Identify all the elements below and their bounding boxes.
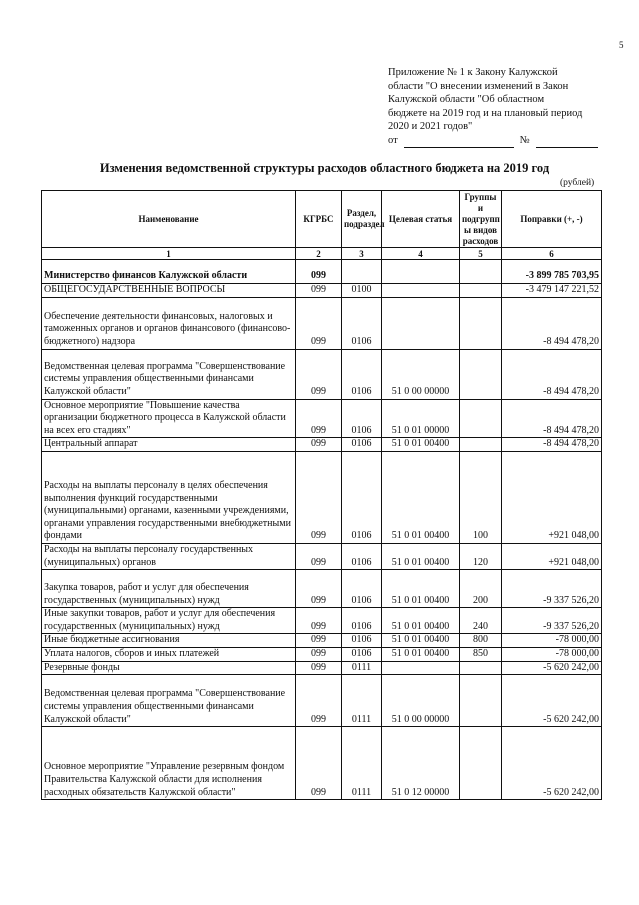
- cell-kgrbs: 099: [296, 727, 342, 800]
- appendix-line: области "О внесении изменений в Закон: [388, 80, 569, 92]
- table-row: [42, 297, 602, 349]
- cell-group: 240: [460, 608, 502, 634]
- cell-target: 51 0 01 00400: [382, 438, 460, 452]
- cell-amount: -8 494 478,20: [502, 399, 602, 438]
- table-row: [42, 399, 602, 438]
- appendix-note: [388, 66, 600, 148]
- cell-section: 0106: [342, 543, 382, 569]
- cell-section: [342, 260, 382, 284]
- cell-section: 0111: [342, 661, 382, 675]
- cell-group: [460, 260, 502, 284]
- table-row: [42, 284, 602, 298]
- cell-kgrbs: 099: [296, 543, 342, 569]
- cell-group: [460, 297, 502, 349]
- cell-group: [460, 399, 502, 438]
- cell-group: [460, 675, 502, 727]
- appendix-line: Приложение № 1 к Закону Калужской: [388, 67, 558, 78]
- cell-amount: +921 048,00: [502, 543, 602, 569]
- cell-name: Закупка товаров, работ и услуг для обеспечения государственных (муниципальных) нужд: [42, 570, 296, 608]
- cell-name: Уплата налогов, сборов и иных платежей: [42, 647, 296, 661]
- cell-group: [460, 284, 502, 298]
- table-row: [42, 260, 602, 284]
- date-blank: [404, 138, 514, 148]
- cell-section: 0111: [342, 727, 382, 800]
- cell-target: 51 0 01 00400: [382, 570, 460, 608]
- cell-section: 0106: [342, 399, 382, 438]
- cell-section: 0106: [342, 438, 382, 452]
- page-title: Изменения ведомственной структуры расходов областного бюджета на 2019 год: [99, 161, 550, 175]
- cell-name: Расходы на выплаты персоналу государственных (муниципальных) органов: [42, 543, 296, 569]
- appendix-line: Калужской области "Об областном: [388, 94, 545, 106]
- cell-group: 850: [460, 647, 502, 661]
- table-row: [42, 349, 602, 399]
- cell-name: Ведомственная целевая программа "Совершенствование системы управления общественными финансами Калужской области": [42, 675, 296, 727]
- cell-amount: -5 620 242,00: [502, 727, 602, 800]
- cell-group: [460, 438, 502, 452]
- cell-section: 0106: [342, 634, 382, 648]
- cell-group: 800: [460, 634, 502, 648]
- header-row: [42, 191, 602, 248]
- column-number: 5: [460, 248, 502, 260]
- table-row: [42, 438, 602, 452]
- cell-kgrbs: 099: [296, 260, 342, 284]
- table-row: [42, 543, 602, 569]
- cell-target: 51 0 01 00000: [382, 399, 460, 438]
- cell-kgrbs: 099: [296, 297, 342, 349]
- cell-kgrbs: 099: [296, 438, 342, 452]
- cell-section: 0111: [342, 675, 382, 727]
- header-section: Раздел, подраздел: [342, 191, 382, 248]
- from-label: от: [388, 134, 398, 146]
- header-target: Целевая статья: [382, 191, 460, 248]
- date-number-line: [388, 134, 600, 148]
- number-blank: [536, 138, 598, 148]
- header-amendments: Поправки (+, -): [502, 191, 602, 248]
- appendix-line: 2020 и 2021 годов": [388, 121, 473, 133]
- cell-target: [382, 260, 460, 284]
- cell-amount: -8 494 478,20: [502, 438, 602, 452]
- cell-kgrbs: 099: [296, 634, 342, 648]
- appendix-line: бюджете на 2019 год и на плановый период: [388, 107, 583, 119]
- table-row: [42, 608, 602, 634]
- cell-group: 100: [460, 451, 502, 543]
- cell-amount: -8 494 478,20: [502, 297, 602, 349]
- cell-kgrbs: 099: [296, 284, 342, 298]
- cell-kgrbs: 099: [296, 647, 342, 661]
- cell-section: 0106: [342, 608, 382, 634]
- cell-name: ОБЩЕГОСУДАРСТВЕННЫЕ ВОПРОСЫ: [42, 284, 296, 298]
- header-name: Наименование: [42, 191, 296, 248]
- table-row: [42, 634, 602, 648]
- cell-group: 120: [460, 543, 502, 569]
- cell-kgrbs: 099: [296, 570, 342, 608]
- cell-target: 51 0 01 00400: [382, 451, 460, 543]
- cell-amount: -78 000,00: [502, 634, 602, 648]
- cell-kgrbs: 099: [296, 661, 342, 675]
- column-number: 1: [42, 248, 296, 260]
- number-sign: №: [519, 134, 530, 146]
- cell-section: 0106: [342, 297, 382, 349]
- header-kgrbs: КГРБС: [296, 191, 342, 248]
- cell-section: 0100: [342, 284, 382, 298]
- cell-name: Обеспечение деятельности финансовых, налоговых и таможенных органов и органов финансового (финансово-бюджетного) надзора: [42, 297, 296, 349]
- cell-target: 51 0 01 00400: [382, 634, 460, 648]
- table-row: [42, 451, 602, 543]
- cell-amount: -3 899 785 703,95: [502, 260, 602, 284]
- cell-name: Министерство финансов Калужской области: [42, 260, 296, 284]
- table-row: [42, 661, 602, 675]
- cell-group: 200: [460, 570, 502, 608]
- cell-section: 0106: [342, 451, 382, 543]
- header-groups: Группы и подгрупп ы видов расходов: [460, 191, 502, 248]
- cell-kgrbs: 099: [296, 349, 342, 399]
- cell-target: 51 0 01 00400: [382, 543, 460, 569]
- cell-amount: -3 479 147 221,52: [502, 284, 602, 298]
- cell-kgrbs: 099: [296, 608, 342, 634]
- cell-name: Иные закупки товаров, работ и услуг для обеспечения государственных (муниципальных) нужд: [42, 608, 296, 634]
- cell-amount: -5 620 242,00: [502, 675, 602, 727]
- cell-name: Иные бюджетные ассигнования: [42, 634, 296, 648]
- table-row: [42, 727, 602, 800]
- cell-target: 51 0 01 00400: [382, 608, 460, 634]
- cell-group: [460, 349, 502, 399]
- cell-amount: -9 337 526,20: [502, 570, 602, 608]
- expenditure-table: [41, 190, 602, 800]
- cell-target: 51 0 00 00000: [382, 349, 460, 399]
- cell-name: Центральный аппарат: [42, 438, 296, 452]
- column-number: 2: [296, 248, 342, 260]
- cell-name: Ведомственная целевая программа "Совершенствование системы управления общественными финансами Калужской области": [42, 349, 296, 399]
- cell-amount: -78 000,00: [502, 647, 602, 661]
- column-number: 6: [502, 248, 602, 260]
- cell-target: [382, 661, 460, 675]
- cell-kgrbs: 099: [296, 451, 342, 543]
- cell-group: [460, 661, 502, 675]
- cell-name: Резервные фонды: [42, 661, 296, 675]
- table-row: [42, 647, 602, 661]
- table-row: [42, 570, 602, 608]
- column-number: 3: [342, 248, 382, 260]
- cell-amount: -8 494 478,20: [502, 349, 602, 399]
- cell-amount: +921 048,00: [502, 451, 602, 543]
- column-number: 4: [382, 248, 460, 260]
- cell-kgrbs: 099: [296, 399, 342, 438]
- cell-name: Основное мероприятие "Повышение качества организации бюджетного процесса в Калужской области на всех его стадиях": [42, 399, 296, 438]
- cell-amount: -9 337 526,20: [502, 608, 602, 634]
- cell-target: 51 0 00 00000: [382, 675, 460, 727]
- units-label: (рублей): [560, 178, 595, 188]
- column-number-row: [42, 248, 602, 260]
- cell-target: 51 0 12 00000: [382, 727, 460, 800]
- cell-group: [460, 727, 502, 800]
- cell-amount: -5 620 242,00: [502, 661, 602, 675]
- cell-target: 51 0 01 00400: [382, 647, 460, 661]
- cell-name: Основное мероприятие "Управление резервным фондом Правительства Калужской области для исполнения расходных обязательств Калужской области": [42, 727, 296, 800]
- cell-section: 0106: [342, 570, 382, 608]
- cell-section: 0106: [342, 647, 382, 661]
- cell-target: [382, 297, 460, 349]
- cell-name: Расходы на выплаты персоналу в целях обеспечения выполнения функций государственными (муниципальными) органами, казенными учреждениями, органами управления государственными внебюджетными фондами: [42, 451, 296, 543]
- table-row: [42, 675, 602, 727]
- page-number: 5: [619, 40, 624, 50]
- cell-section: 0106: [342, 349, 382, 399]
- cell-target: [382, 284, 460, 298]
- cell-kgrbs: 099: [296, 675, 342, 727]
